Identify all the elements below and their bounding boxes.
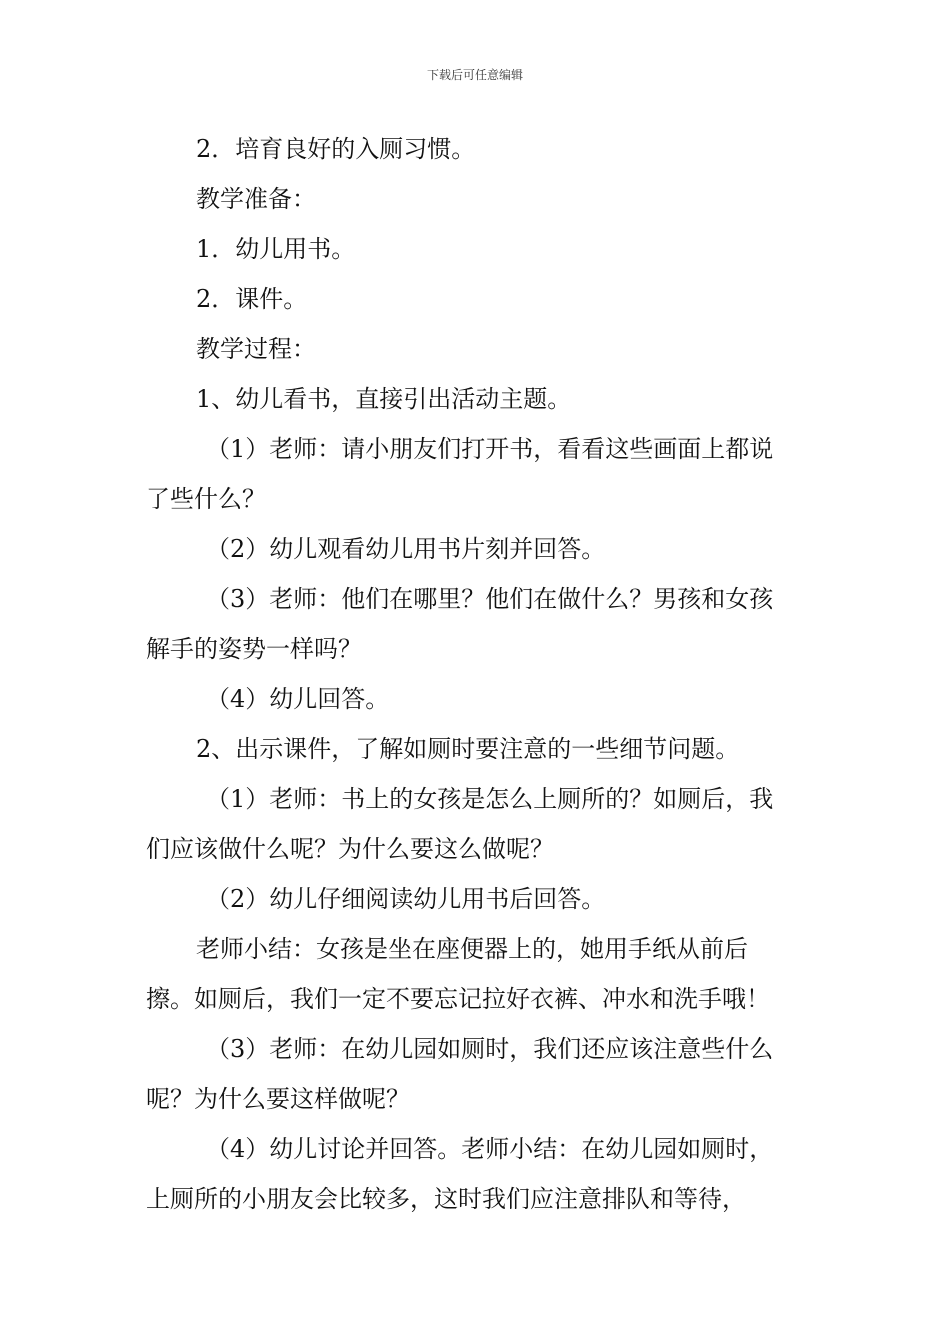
page-header: 下载后可任意编辑: [426, 68, 523, 82]
text-line: （4）幼儿回答。: [206, 685, 390, 713]
text-line: （2）幼儿观看幼儿用书片刻并回答。: [206, 535, 606, 563]
text-line: 解手的姿势一样吗？: [146, 635, 362, 663]
text-line: 了些什么？: [146, 485, 266, 513]
text-line: （4）幼儿讨论并回答。老师小结：在幼儿园如厕时，: [206, 1135, 774, 1163]
text-line: 1．幼儿用书。: [196, 235, 356, 263]
text-line: 们应该做什么呢？为什么要这么做呢？: [146, 835, 554, 863]
text-line: （1）老师：书上的女孩是怎么上厕所的？如厕后，我: [206, 785, 774, 813]
text-line: （3）老师：在幼儿园如厕时，我们还应该注意些什么: [206, 1035, 774, 1063]
text-line: 1、幼儿看书，直接引出活动主题。: [196, 385, 572, 413]
text-line: （1）老师：请小朋友们打开书，看看这些画面上都说: [206, 435, 774, 463]
text-line: 呢？为什么要这样做呢？: [146, 1085, 410, 1113]
text-line: 上厕所的小朋友会比较多，这时我们应注意排队和等待，: [146, 1185, 746, 1213]
text-line: 教学过程：: [196, 335, 316, 363]
text-line: 教学准备：: [196, 185, 316, 213]
text-line: （2）幼儿仔细阅读幼儿用书后回答。: [206, 885, 606, 913]
text-line: 2．培育良好的入厕习惯。: [196, 135, 476, 163]
text-line: 2．课件。: [196, 285, 308, 313]
text-line: （3）老师：他们在哪里？他们在做什么？男孩和女孩: [206, 585, 774, 613]
text-line: 老师小结：女孩是坐在座便器上的，她用手纸从前后: [196, 935, 748, 963]
text-line: 擦。如厕后，我们一定不要忘记拉好衣裤、冲水和洗手哦！: [146, 985, 770, 1013]
text-line: 2、出示课件，了解如厕时要注意的一些细节问题。: [196, 735, 740, 763]
